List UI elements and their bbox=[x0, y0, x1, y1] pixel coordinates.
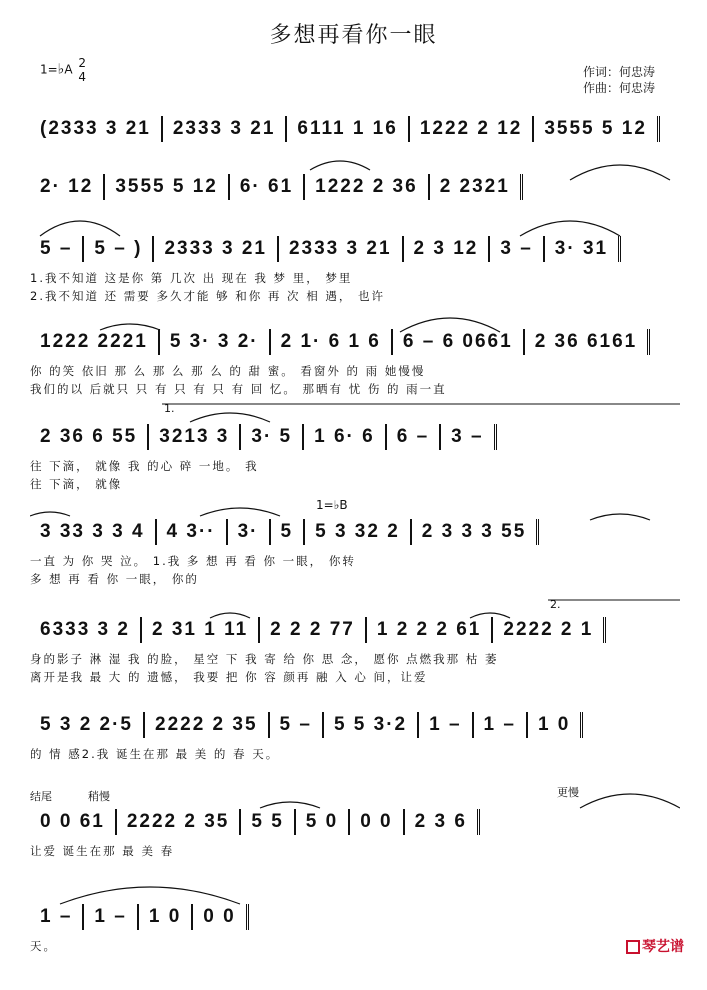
measure: 1 2 2 2 61 bbox=[367, 617, 494, 643]
measure: 2 2 2 77 bbox=[260, 617, 367, 643]
measure: 6111 1 16 bbox=[287, 116, 409, 142]
measure: 6 – 6 0661 bbox=[393, 329, 525, 355]
time-den: 4 bbox=[78, 70, 86, 84]
measure: 5 – bbox=[30, 236, 84, 262]
measure: 2333 3 21 bbox=[154, 236, 279, 262]
lyric-verse-1: 的 情 感2.我 诞生在那 最 美 的 春 天。 bbox=[30, 747, 280, 761]
measure: 5 3· 3 2· bbox=[160, 329, 271, 355]
score-row bbox=[30, 420, 680, 510]
measure: 1222 2221 bbox=[30, 329, 160, 355]
notation-line bbox=[30, 232, 680, 266]
measure: 3· bbox=[228, 519, 271, 545]
measure: 3· 31 bbox=[545, 236, 621, 262]
notation-line bbox=[30, 325, 680, 359]
score-row bbox=[30, 613, 680, 703]
measure: 3555 5 12 bbox=[105, 174, 230, 200]
measure: 2333 3 21 bbox=[279, 236, 404, 262]
measure: 2333 3 21 bbox=[163, 116, 288, 142]
measure: 3 – bbox=[490, 236, 544, 262]
lyric-verse-1: 1.我不知道 这是你 第 几次 出 现在 我 梦 里， 梦里 bbox=[30, 271, 353, 285]
score-row bbox=[30, 805, 680, 895]
measure: 2 31 1 11 bbox=[142, 617, 260, 643]
flat-sign: ♭ bbox=[57, 61, 65, 78]
measure: 0 0 61 bbox=[30, 809, 117, 835]
measure: 2 1· 6 1 6 bbox=[271, 329, 393, 355]
measure: 2222 2 1 bbox=[493, 617, 606, 643]
measure: 1 – bbox=[30, 904, 84, 930]
time-num: 2 bbox=[78, 56, 86, 70]
lyric-verse-2: 往 下滴， 就像 bbox=[30, 477, 123, 491]
measure: (2333 3 21 bbox=[30, 116, 163, 142]
measure: 1 6· 6 bbox=[304, 424, 387, 450]
site-logo bbox=[626, 936, 684, 956]
lyricist: 作词：何忠涛 bbox=[583, 65, 656, 79]
lyric-verse-1: 身的影子 淋 湿 我 的脸， 星空 下 我 寄 给 你 思 念， 愿你 点燃我那 枯 萎 bbox=[30, 652, 499, 666]
key2-flat: ♭ bbox=[333, 498, 340, 512]
lyric-verse-2: 我们的以 后就只 只 有 只 有 只 有 回 忆。 那晒有 忧 伤 的 雨一直 bbox=[30, 382, 447, 396]
lyric-verse-1: 让爱 诞生在那 最 美 春 bbox=[30, 844, 175, 858]
volta-1-tag: 1. bbox=[164, 402, 175, 415]
measure: 5 3 2 2·5 bbox=[30, 712, 145, 738]
measure: 6 – bbox=[387, 424, 441, 450]
measure: 1 – bbox=[419, 712, 473, 738]
measure: 3 – bbox=[441, 424, 496, 450]
measure: 0 0 bbox=[350, 809, 404, 835]
notation-line bbox=[30, 170, 680, 204]
measure: 2 3 6 bbox=[405, 809, 480, 835]
lyric-verse-1: 你 的笑 依旧 那 么 那 么 那 么 的 甜 蜜。 看窗外 的 雨 她慢慢 bbox=[30, 364, 426, 378]
measure: 2 36 6 55 bbox=[30, 424, 149, 450]
ending-tag: 结尾 bbox=[30, 790, 52, 803]
measure: 0 0 bbox=[193, 904, 248, 930]
measure: 1 – bbox=[474, 712, 528, 738]
measure: 1 – bbox=[84, 904, 138, 930]
key-letter: A bbox=[64, 62, 73, 77]
lyric-verse-1: 一直 为 你 哭 泣。 1.我 多 想 再 看 你 一眼， 你转 bbox=[30, 554, 356, 568]
score-row bbox=[30, 708, 680, 798]
lyric-verse-1: 天。 bbox=[30, 939, 57, 953]
measure: 5 – bbox=[270, 712, 324, 738]
measure: 4 3·· bbox=[157, 519, 228, 545]
measure: 2 36 6161 bbox=[525, 329, 651, 355]
measure: 3213 3 bbox=[149, 424, 241, 450]
key-signature bbox=[40, 56, 86, 84]
notation-line bbox=[30, 708, 680, 742]
measure: 3555 5 12 bbox=[534, 116, 660, 142]
notation-line bbox=[30, 805, 680, 839]
lyric-verse-1: 往 下滴， 就像 我 的心 碎 一地。 我 bbox=[30, 459, 259, 473]
measure: 1222 2 36 bbox=[305, 174, 430, 200]
time-signature bbox=[78, 56, 86, 84]
composer: 作曲：何忠涛 bbox=[583, 81, 656, 95]
lyric-verse-2: 2.我不知道 还 需要 多久才能 够 和你 再 次 相 遇， 也许 bbox=[30, 289, 386, 303]
score-row bbox=[30, 900, 680, 990]
measure: 1222 2 12 bbox=[410, 116, 535, 142]
key2-letter: B bbox=[339, 498, 348, 512]
key-change bbox=[316, 498, 348, 512]
measure: 2 3 3 3 55 bbox=[412, 519, 540, 545]
measure: 1 0 bbox=[528, 712, 583, 738]
notation-line bbox=[30, 112, 680, 146]
key-prefix: 1= bbox=[40, 62, 58, 77]
measure: 2· 12 bbox=[30, 174, 105, 200]
page-title: 多想再看你一眼 bbox=[269, 23, 438, 48]
volta-2-tag: 2. bbox=[550, 598, 561, 611]
score-row bbox=[30, 515, 680, 605]
notation-line bbox=[30, 613, 680, 647]
key2-prefix: 1= bbox=[316, 498, 334, 512]
measure: 5 0 bbox=[296, 809, 350, 835]
measure: 3· 5 bbox=[241, 424, 304, 450]
measure: 5 3 32 2 bbox=[305, 519, 412, 545]
lyric-verse-2: 多 想 再 看 你 一眼， 你的 bbox=[30, 572, 199, 586]
score-row bbox=[30, 232, 680, 322]
slow-tag: 稍慢 bbox=[88, 790, 110, 803]
measure: 6· 61 bbox=[230, 174, 305, 200]
measure: 2222 2 35 bbox=[145, 712, 270, 738]
measure: 5 5 bbox=[241, 809, 295, 835]
measure: 6333 3 2 bbox=[30, 617, 142, 643]
slower-tag: 更慢 bbox=[557, 786, 579, 799]
notation-line bbox=[30, 900, 680, 934]
measure: 5 5 3·2 bbox=[324, 712, 419, 738]
score-row bbox=[30, 325, 680, 415]
notation-line bbox=[30, 515, 680, 549]
measure: 3 33 3 3 4 bbox=[30, 519, 157, 545]
measure: 2 2321 bbox=[430, 174, 523, 200]
measure: 2222 2 35 bbox=[117, 809, 242, 835]
credits bbox=[583, 64, 655, 96]
logo-text: 琴艺谱 bbox=[642, 938, 684, 954]
measure: 2 3 12 bbox=[404, 236, 491, 262]
measure: 1 0 bbox=[139, 904, 193, 930]
logo-icon bbox=[626, 940, 640, 954]
lyric-verse-2: 离开是我 最 大 的 遗憾， 我要 把 你 容 颜再 融 入 心 间，让爱 bbox=[30, 670, 428, 684]
measure: 5 bbox=[271, 519, 306, 545]
notation-line bbox=[30, 420, 680, 454]
measure: 5 – ) bbox=[84, 236, 154, 262]
